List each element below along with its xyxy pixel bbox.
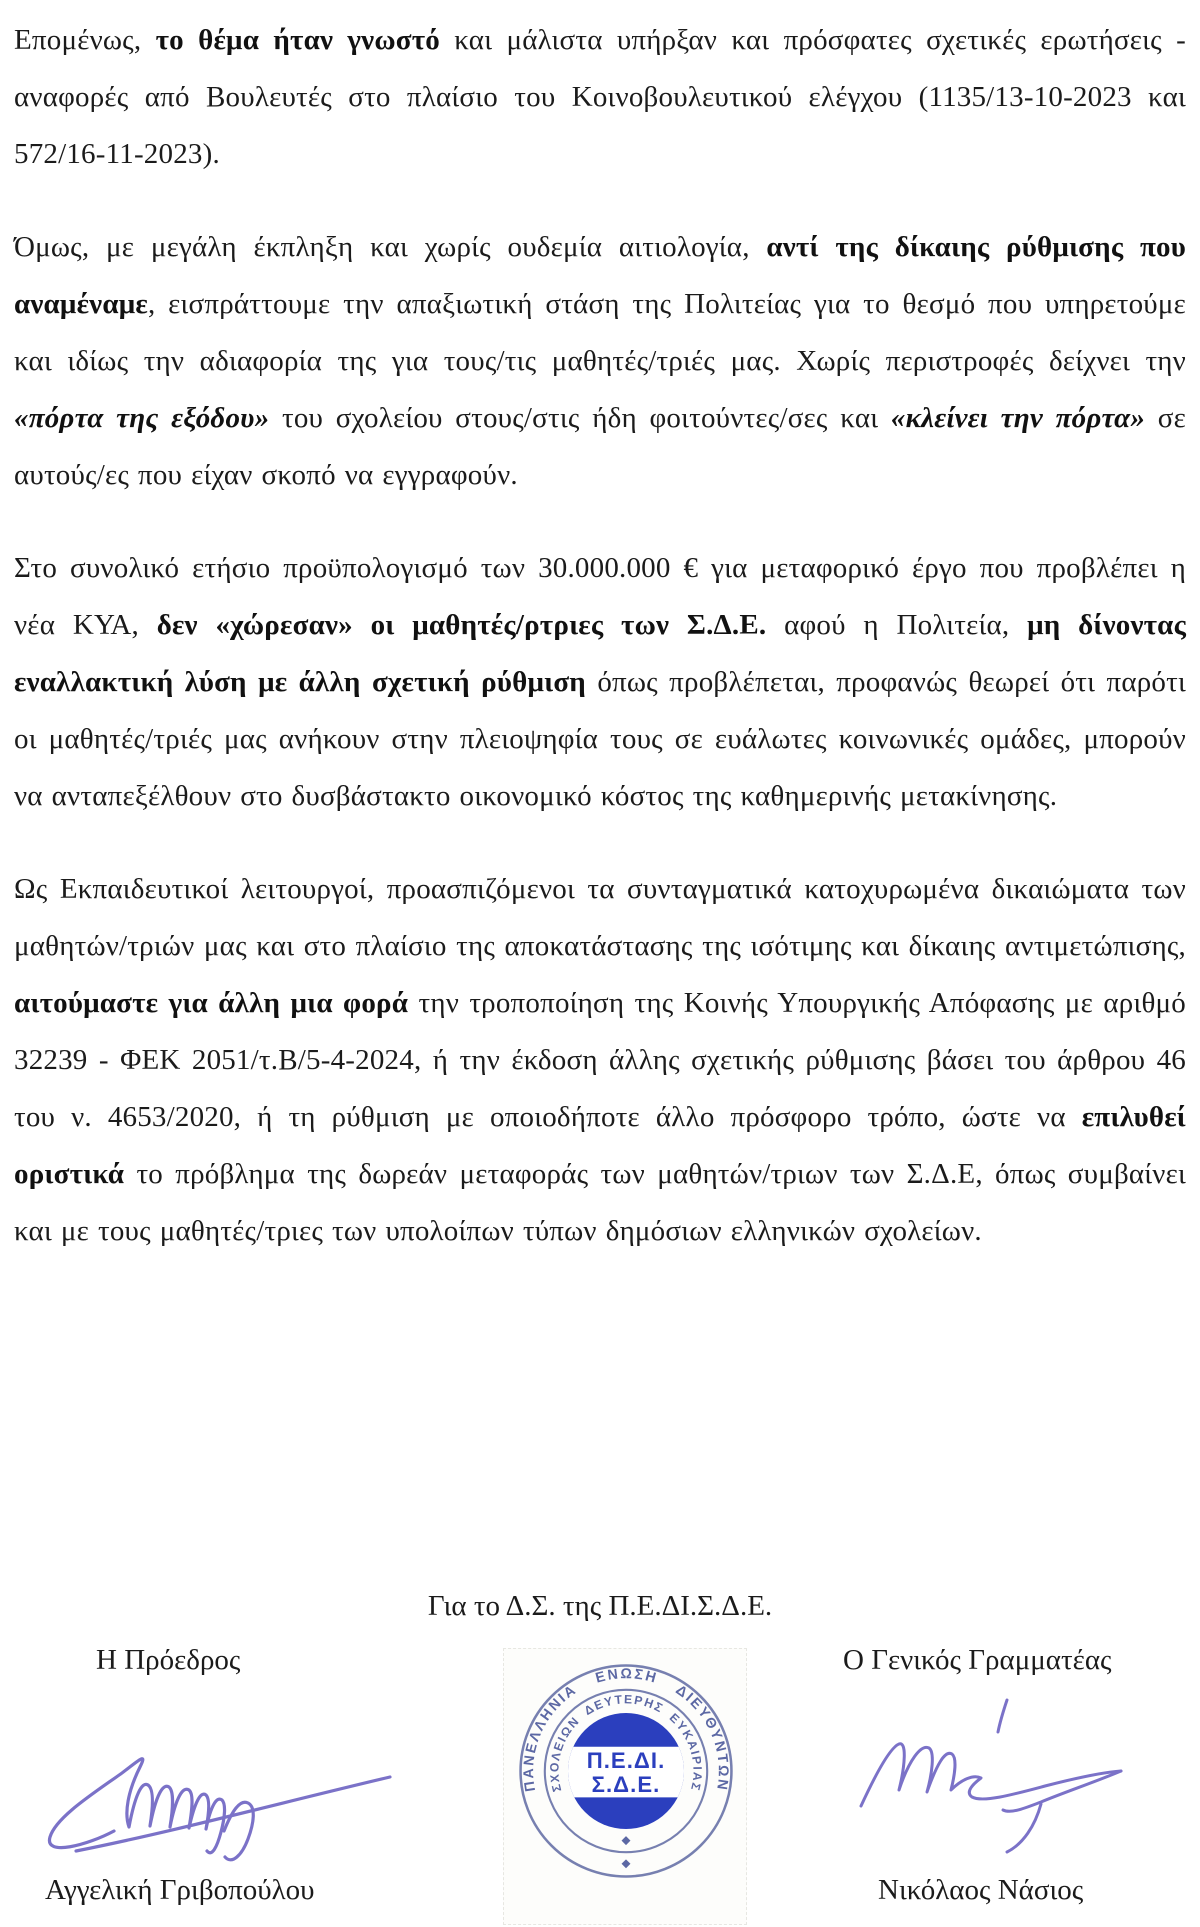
run: Όμως, με μεγάλη έκπληξη και χωρίς ουδεμία αιτιολογία, <box>14 231 767 263</box>
run: σε αυτούς/ες που είχαν σκοπό να εγγραφούν. <box>14 402 1186 491</box>
stamp-scan-area <box>503 1648 747 1925</box>
president-name: Αγγελική Γριβοπούλου <box>45 1874 315 1906</box>
run-bold: μη δίνοντας εναλλακτική λύση με άλλη σχετική ρύθμιση <box>14 609 1187 698</box>
secretary-signature <box>845 1686 1135 1861</box>
run: Επομένως, <box>14 24 156 56</box>
run-bold: αντί της δίκαιης ρύθμισης που αναμέναμε <box>14 231 1187 320</box>
run: αφού η Πολιτεία, <box>766 609 1028 641</box>
president-title: Η Πρόεδρος <box>96 1644 241 1676</box>
stamp-bottom-diamond-outer <box>622 1859 631 1868</box>
stamp-outer-text: ΠΑΝΕΛΛΗΝΙΑ ΕΝΩΣΗ ΔΙΕΥΘΥΝΤΩΝ <box>521 1666 731 1793</box>
stamp-center-line2: Σ.Δ.Ε. <box>591 1772 661 1798</box>
paragraph-2 <box>14 219 1186 504</box>
signature-block <box>0 1568 1200 1927</box>
association-stamp <box>510 1655 742 1887</box>
run-bold: δεν «χώρεσαν» οι μαθητές/ρτριες των Σ.Δ.Ε. <box>156 609 767 641</box>
run: Στο συνολικό ετήσιο προϋπολογισμό των 30.000.000 € για μεταφορικό έργο που προβλέπει η νέα ΚΥΑ, <box>14 552 1186 641</box>
run: την τροποποίηση της Κοινής Υπουργικής Απόφασης με αριθμό 32239 - ΦΕΚ 2051/τ.Β/5-4-2024, ή την έκδοση άλλης σχετικής ρύθμισης βάσει του άρθρου 46 του ν. 4653/2020, ή τη ρύθμιση με οποιοδήποτε άλλο πρόσφορο τρόπο, ώστε να <box>14 987 1186 1133</box>
run-bold-italic: «κλείνει την πόρτα» <box>890 402 1146 434</box>
president-signature <box>28 1731 408 1876</box>
committee-line: Για το Δ.Σ. της Π.Ε.ΔΙ.Σ.Δ.Ε. <box>427 1590 773 1622</box>
stamp-center-line1: Π.Ε.ΔΙ. <box>586 1747 666 1773</box>
run-bold-italic: «πόρτα της εξόδου» <box>14 402 270 434</box>
run-bold: το θέμα ήταν γνωστό <box>155 24 440 56</box>
run-bold: αιτούμαστε για άλλη μια φορά <box>14 987 409 1019</box>
paragraph-4 <box>14 861 1186 1260</box>
stamp-inner-text: ΣΧΟΛΕΙΩΝ ΔΕΥΤΕΡΗΣ ΕΥΚΑΙΡΙΑΣ <box>547 1692 705 1794</box>
run: , εισπράττουμε την απαξιωτική στάση της Πολιτείας για το θεσμό που υπηρετούμε και ιδίως την αδιαφορία της για τους/τις μαθητές/τριές μας. Χωρίς περιστροφές δείχνει την <box>14 288 1186 377</box>
run: του σχολείου στους/στις ήδη φοιτούντες/σες και <box>269 402 891 434</box>
run: το πρόβλημα της δωρεάν μεταφοράς των μαθητών/τριων των Σ.Δ.Ε, όπως συμβαίνει και με τους μαθητές/τριες των υπολοίπων τύπων δημόσιων ελληνικών σχολείων. <box>14 1158 1186 1247</box>
secretary-name: Νικόλαος Νάσιος <box>878 1874 1084 1906</box>
paragraph-1 <box>14 12 1186 183</box>
stamp-bottom-diamond-inner <box>622 1836 631 1845</box>
run: Ως Εκπαιδευτικοί λειτουργοί, προασπιζόμενοι τα συνταγματικά κατοχυρωμένα δικαιώματα των μαθητών/τριών μας και στο πλαίσιο της αποκατάστασης της ισότιμης και δίκαιης αντιμετώπισης, <box>14 873 1186 962</box>
paragraph-3 <box>14 540 1186 825</box>
run: και μάλιστα υπήρξαν και πρόσφατες σχετικές ερωτήσεις - αναφορές από Βουλευτές στο πλαίσιο του Κοινοβουλευτικού ελέγχου (1135/13-10-2023 και 572/16-11-2023). <box>14 24 1186 170</box>
secretary-title: Ο Γενικός Γραμματέας <box>843 1644 1112 1676</box>
run-bold: επιλυθεί οριστικά <box>14 1101 1186 1190</box>
run: όπως προβλέπεται, προφανώς θεωρεί ότι παρότι οι μαθητές/τριές μας ανήκουν στην πλειοψηφία τους σε ευάλωτες κοινωνικές ομάδες, μπορούν να ανταπεξέλθουν στο δυσβάστακτο οικονομικό κόστος της καθημερινής μετακίνησης. <box>14 666 1186 812</box>
